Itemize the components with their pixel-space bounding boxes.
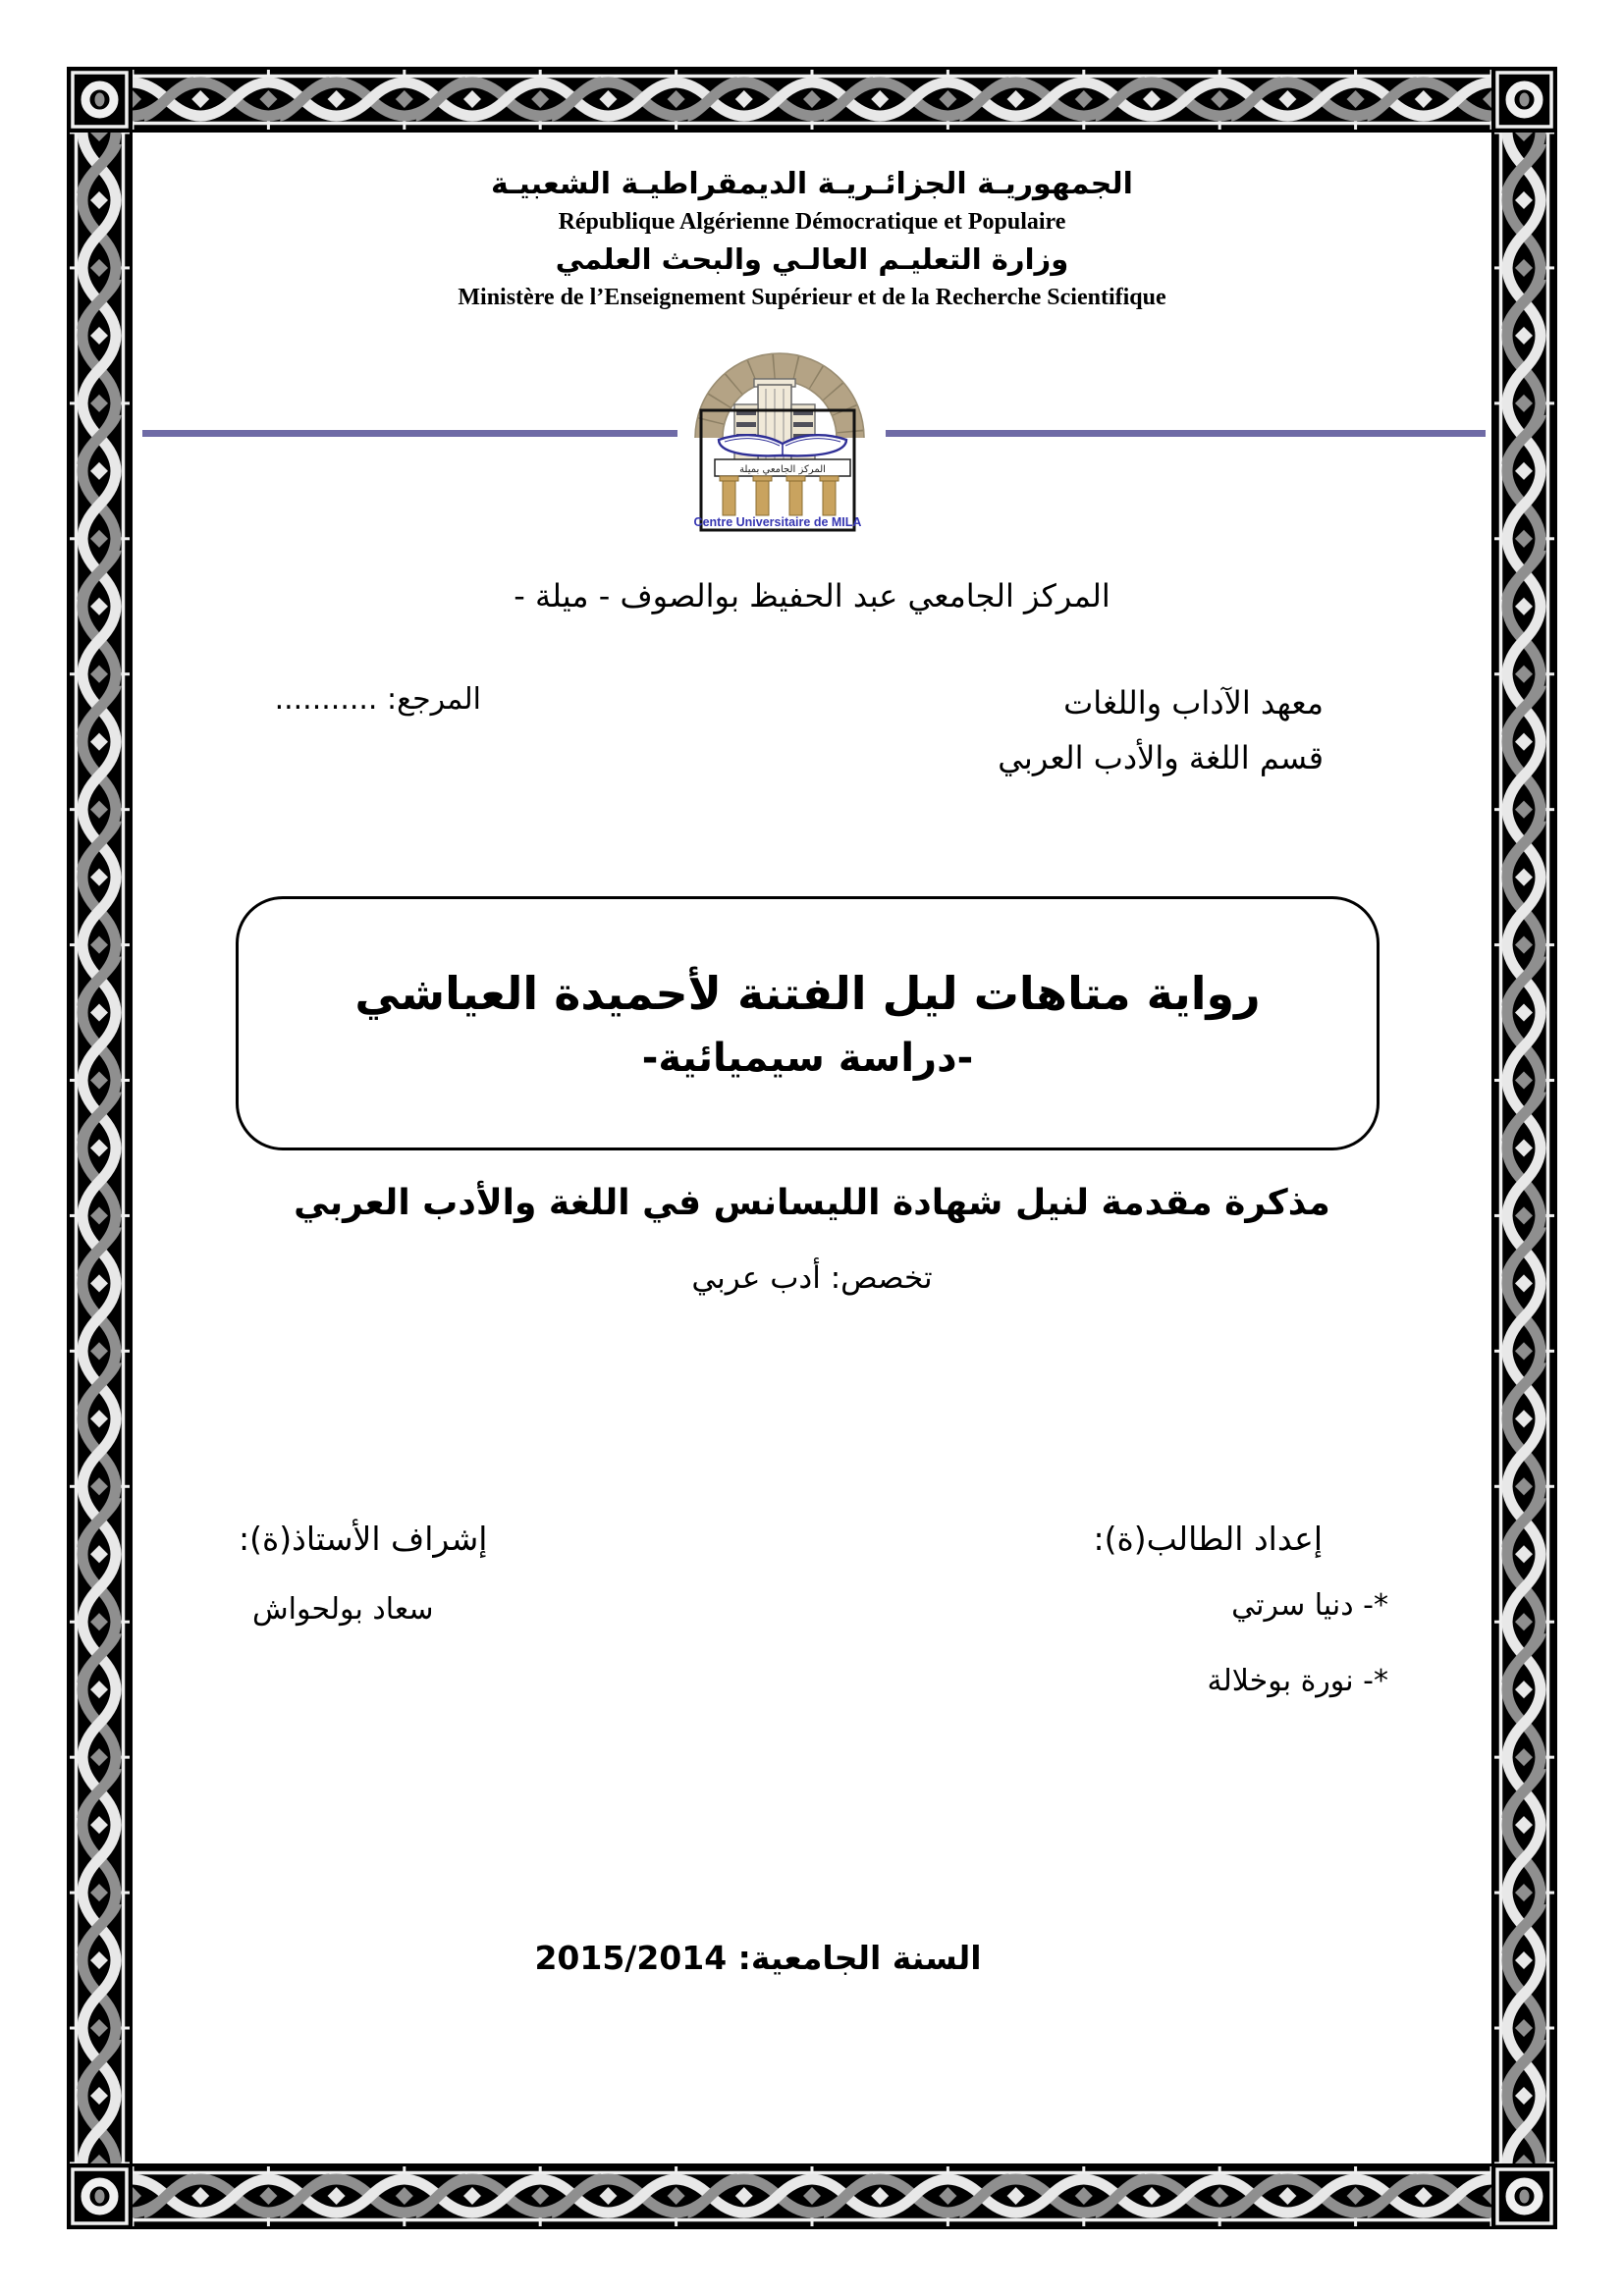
academic-year: السنة الجامعية: 2015/2014 bbox=[534, 1939, 982, 1977]
university-logo bbox=[689, 349, 876, 536]
divider-line-right bbox=[886, 430, 1486, 437]
logo-label-french: Centre Universitaire de MILA bbox=[693, 515, 862, 529]
logo-banner-arabic-text: المركز الجامعي بميلة bbox=[739, 464, 826, 475]
memoir-description: مذكرة مقدمة لنيل شهادة الليسانس في اللغة والأدب العربي bbox=[294, 1183, 1330, 1223]
divider-line-left bbox=[142, 430, 677, 437]
columns-icon bbox=[720, 476, 839, 515]
supervisor-name: سعاد بولحواش bbox=[252, 1592, 434, 1627]
republic-name-french: République Algérienne Démocratique et Populaire bbox=[558, 209, 1066, 235]
border-strip-left bbox=[67, 133, 133, 2163]
border-corner-top-left-icon bbox=[67, 67, 133, 133]
student-name-1: *- دنيا سرتي bbox=[1231, 1588, 1388, 1623]
department-name: قسم اللغة والأدب العربي bbox=[998, 739, 1324, 776]
border-strip-right bbox=[1491, 133, 1557, 2163]
logo-banner bbox=[715, 459, 850, 476]
border-corner-bottom-right-icon bbox=[1491, 2163, 1557, 2229]
government-header bbox=[133, 165, 1491, 313]
university-center-name: المركز الجامعي عبد الحفيظ بوالصوف - ميلة - bbox=[514, 577, 1110, 614]
border-strip-top bbox=[133, 67, 1491, 133]
supervision-label: إشراف الأستاذ(ة): bbox=[239, 1520, 488, 1558]
ministry-name-french: Ministère de l’Enseignement Supérieur et de la Recherche Scientifique bbox=[458, 284, 1166, 310]
ministry-name-arabic: وزارة التعليـم العالـي والبحث العلمي bbox=[555, 242, 1069, 277]
specialty-line: تخصص: أدب عربي bbox=[691, 1260, 933, 1296]
thesis-title-line1: رواية متاهات ليل الفتنة لأحميدة العياشي bbox=[354, 966, 1261, 1020]
institute-name: معهد الآداب واللغات bbox=[1063, 684, 1324, 721]
thesis-title-line2: -دراسة سيميائية- bbox=[641, 1035, 974, 1081]
border-corner-top-right-icon bbox=[1491, 67, 1557, 133]
institute-block bbox=[998, 675, 1324, 785]
prepared-by-label: إعداد الطالب(ة): bbox=[1093, 1520, 1323, 1558]
border-corner-bottom-left-icon bbox=[67, 2163, 133, 2229]
border-strip-bottom bbox=[133, 2163, 1491, 2229]
thesis-title-box bbox=[236, 896, 1380, 1150]
republic-name-arabic: الجمهوريـة الجزائـريـة الديمقراطيـة الشعبيـة bbox=[491, 167, 1133, 201]
reference-field: المرجع: ........... bbox=[274, 682, 481, 717]
student-name-2: *- نورة بوخلالة bbox=[1207, 1664, 1388, 1698]
